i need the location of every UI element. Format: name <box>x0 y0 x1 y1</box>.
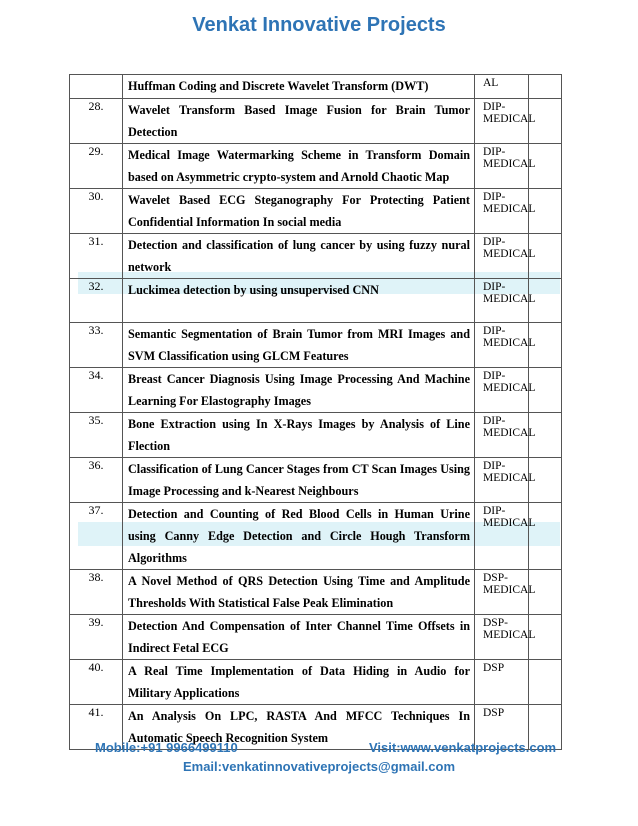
row-category: DIP-MEDICAL <box>475 458 529 503</box>
table-row <box>70 75 562 99</box>
row-number: 30. <box>70 189 123 234</box>
page-title: Venkat Innovative Projects <box>192 14 446 36</box>
row-title: Huffman Coding and Discrete Wavelet Transform (DWT) <box>123 75 475 99</box>
row-title: Breast Cancer Diagnosis Using Image Processing And Machine Learning For Elastography Images <box>123 368 475 413</box>
row-number: 32. <box>70 279 123 323</box>
row-title: Semantic Segmentation of Brain Tumor from MRI Images and SVM Classification using GLCM Features <box>123 323 475 368</box>
table-row <box>70 413 562 458</box>
table-row <box>70 660 562 705</box>
row-number: 40. <box>70 660 123 705</box>
row-number: 34. <box>70 368 123 413</box>
row-category: DIP-MEDICAL <box>475 368 529 413</box>
row-number: 39. <box>70 615 123 660</box>
row-category: DSP <box>475 705 529 750</box>
table-row <box>70 144 562 189</box>
row-number <box>70 75 123 99</box>
row-title: Classification of Lung Cancer Stages from CT Scan Images Using Image Processing and k-Nearest Neighbours <box>123 458 475 503</box>
table-row <box>70 368 562 413</box>
blank-cell <box>529 503 562 570</box>
footer-website-link[interactable]: Visit:www.venkatprojects.com <box>369 740 557 755</box>
table-row <box>70 234 562 279</box>
row-title: Medical Image Watermarking Scheme in Transform Domain based on Asymmetric crypto-system and Arnold Chaotic Map <box>123 144 475 189</box>
row-title: An Analysis On LPC, RASTA And MFCC Techniques In Automatic Speech Recognition System <box>123 705 475 750</box>
table-row <box>70 458 562 503</box>
row-category: DIP-MEDICAL <box>475 279 529 323</box>
row-title: Detection and classification of lung cancer by using fuzzy nural network <box>123 234 475 279</box>
footer-email-link[interactable]: Email:venkatinnovativeprojects@gmail.com <box>182 759 456 774</box>
projects-table-body <box>70 75 562 750</box>
row-category: AL <box>475 75 529 99</box>
row-title: Wavelet Transform Based Image Fusion for Brain Tumor Detection <box>123 99 475 144</box>
row-category: DIP-MEDICAL <box>475 323 529 368</box>
footer-mobile: Mobile:+91 9966499110 <box>95 740 238 755</box>
row-category: DIP-MEDICAL <box>475 503 529 570</box>
row-category: DIP-MEDICAL <box>475 144 529 189</box>
table-row <box>70 279 562 323</box>
row-number: 28. <box>70 99 123 144</box>
table-row <box>70 570 562 615</box>
row-number: 29. <box>70 144 123 189</box>
row-number: 37. <box>70 503 123 570</box>
row-category: DSP-MEDICAL <box>475 615 529 660</box>
row-number: 35. <box>70 413 123 458</box>
row-category: DIP-MEDICAL <box>475 99 529 144</box>
row-number: 41. <box>70 705 123 750</box>
row-number: 33. <box>70 323 123 368</box>
table-row <box>70 99 562 144</box>
row-category: DIP-MEDICAL <box>475 189 529 234</box>
blank-cell <box>529 75 562 99</box>
row-number: 31. <box>70 234 123 279</box>
table-row <box>70 615 562 660</box>
row-title: Wavelet Based ECG Steganography For Protecting Patient Confidential Information In social media <box>123 189 475 234</box>
row-title: Luckimea detection by using unsupervised CNN <box>123 279 475 323</box>
blank-cell <box>529 660 562 705</box>
row-title: Detection And Compensation of Inter Channel Time Offsets in Indirect Fetal ECG <box>123 615 475 660</box>
row-title: Bone Extraction using In X-Rays Images by Analysis of Line Flection <box>123 413 475 458</box>
row-title: A Novel Method of QRS Detection Using Time and Amplitude Thresholds With Statistical False Peak Elimination <box>123 570 475 615</box>
table-row <box>70 323 562 368</box>
table-row <box>70 189 562 234</box>
table-row <box>70 503 562 570</box>
projects-table <box>69 74 562 750</box>
row-title: A Real Time Implementation of Data Hiding in Audio for Military Applications <box>123 660 475 705</box>
row-category: DIP-MEDICAL <box>475 413 529 458</box>
row-number: 38. <box>70 570 123 615</box>
row-title: Detection and Counting of Red Blood Cells in Human Urine using Canny Edge Detection and Circle Hough Transform Algorithms <box>123 503 475 570</box>
row-number: 36. <box>70 458 123 503</box>
row-category: DIP-MEDICAL <box>475 234 529 279</box>
row-category: DSP <box>475 660 529 705</box>
row-category: DSP-MEDICAL <box>475 570 529 615</box>
